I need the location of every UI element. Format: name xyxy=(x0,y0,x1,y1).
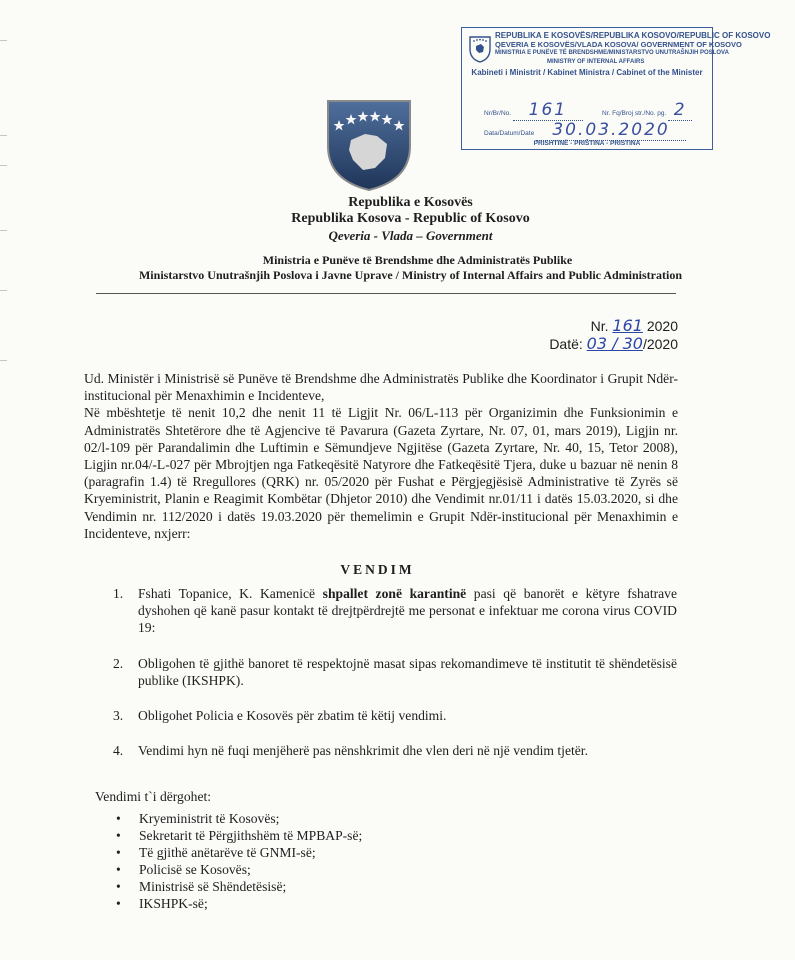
stamp-date-value: 30.03.2020 xyxy=(552,120,670,140)
stamp-nr-label: Nr/Br/No. xyxy=(484,110,512,117)
stamp-pages-value: 2 xyxy=(673,100,687,120)
decision-number: 4. xyxy=(113,743,124,759)
decision-number: 2. xyxy=(113,655,124,671)
recipient-item xyxy=(114,844,362,861)
stamp-cabinet: Kabineti i Ministrit / Kabinet Ministra / Cabinet of the Minister xyxy=(471,68,703,77)
decision-text-post: pasi që banorët e këtyre fshatrave dyshohen që kanë pasur kontakt të drejtpërdrejtë me personat e infektuar me corona virus COVID 19: xyxy=(138,586,678,636)
header-republic-multilingual: Republika Kosova - Republic of Kosovo xyxy=(291,211,530,226)
decision-text-pre: Vendimi hyn në fuqi menjëherë pas nënshkrimit dhe vlen deri në një vendim tjetër. xyxy=(138,743,588,759)
decision-number: 3. xyxy=(113,708,124,724)
recipient-text: Të gjithë anëtarëve të GNMI-së; xyxy=(139,845,316,860)
preamble-legal-basis: Në mbështetje të nenit 10,2 dhe nenit 11 të Ligjit Nr. 06/L-113 për Organizimin dhe Funksionimin e Administratës Shtetërore dhe të Agjencive të Pavarura (Gazeta Zyrtare, Nr. 07, 01, mars 2019), Ligjin nr. 02/l-109 për Parandalimin dhe Luftimin e Sëmundjeve Ngjitëse (Gazeta Zyrtare, Nr. 40, 15, Tetor 2008), Ligjin nr.04/-L-027 për Mbrojtjen nga Fatkeqësitë Natyrore dhe Fatkeqësitë Tjera, duke u bazuar në nenin 8 (paragrafin 1.4) të Rregullores (QRK) nr. 05/2020 për Fushat e Përgjegjësisë Administrative të Zyrës së Kryeministrit, Planin e Reagimit Kombëtar (Dhjetor 2010) dhe Vendimit nr.01/11 i datës 15.03.2020, si dhe Vendimin nr. 112/2020 i datës 19.03.2020 për themelimin e Grupit Ndër-institucional për Menaxhimin e Incidenteve, nxjerr: xyxy=(84,405,678,541)
bullet-icon: • xyxy=(116,811,121,826)
recipient-text: Kryeministrit të Kosovës; xyxy=(139,811,280,826)
decision-list xyxy=(113,585,677,777)
recipient-text: IKSHPK-së; xyxy=(139,896,208,911)
reference-number xyxy=(591,316,678,335)
stamp-date-row xyxy=(484,120,686,141)
stamp-date-label: Data/Datum/Date xyxy=(484,130,535,137)
decision-number: 1. xyxy=(113,586,124,601)
kosovo-coat-of-arms-icon xyxy=(325,98,413,192)
recipient-item xyxy=(114,878,362,895)
decision-item xyxy=(113,655,677,689)
decision-item xyxy=(113,707,677,724)
recipient-text: Ministrisë së Shëndetësisë; xyxy=(139,879,287,894)
recipients-label: Vendimi t`i dërgohet: xyxy=(95,789,212,804)
bullet-icon: • xyxy=(116,845,121,860)
decision-text-pre: Obligohet Policia e Kosovës për zbatim të këtij vendimi. xyxy=(138,708,447,724)
stamp-line-2: QEVERIA E KOSOVËS/VLADA KOSOVA/ GOVERNMENT OF KOSOVO xyxy=(495,39,742,49)
header-ministry-albanian: Ministria e Punëve të Brendshme dhe Administratës Publike xyxy=(262,253,573,267)
decision-title: VENDIM xyxy=(340,562,415,577)
decision-text-pre: Obligohen të gjithë banoret të respektojnë masat sipas rekomandimeve të institutit të shëndetësisë publike (IKSHPK). xyxy=(138,655,677,688)
recipient-text: Sekretarit të Përgjithshëm të MPBAP-së; xyxy=(139,828,363,843)
stamp-crest-icon xyxy=(468,35,492,63)
reference-number-label: Nr. xyxy=(590,318,609,334)
reference-date-year: /2020 xyxy=(642,336,678,352)
recipient-item xyxy=(114,827,362,844)
reference-number-year: 2020 xyxy=(646,318,678,334)
recipient-list xyxy=(114,810,362,912)
stamp-line-4: MINISTRY OF INTERNAL AFFAIRS xyxy=(547,58,645,65)
stamp-place: PRISHTINË - PRIŠTINA - PRISTINA xyxy=(533,140,641,147)
decision-item xyxy=(113,585,677,637)
registry-stamp xyxy=(461,27,771,150)
reference-date-label: Datë: xyxy=(549,336,583,352)
stamp-line-1: REPUBLIKA E KOSOVËS/REPUBLIKA KOSOVO/REPUBLIC OF KOSOVO xyxy=(495,31,771,40)
decision-text-bold: shpallet zonë karantinë xyxy=(322,586,467,601)
bullet-icon: • xyxy=(116,896,121,911)
bullet-icon: • xyxy=(116,879,121,894)
recipient-text: Policisë se Kosovës; xyxy=(139,862,251,877)
stamp-pages-row xyxy=(602,100,692,121)
bullet-icon: • xyxy=(116,862,121,877)
header-government: Qeveria - Vlada – Government xyxy=(328,228,493,243)
bullet-icon: • xyxy=(116,828,121,843)
recipient-item xyxy=(114,895,362,912)
reference-date-handwritten: 03 / 30 xyxy=(586,334,643,353)
recipient-item xyxy=(114,861,362,878)
preamble-authority: Ud. Ministër i Ministrisë së Punëve të Brendshme dhe Administratës Publike dhe Koordinator i Grupit Ndër-institucional për Menaxhimin e Incidenteve, xyxy=(84,371,678,404)
header-ministry-serbian-english: Ministarstvo Unutrašnjih Poslova i Javne Uprave / Ministry of Internal Affairs and Public Administration xyxy=(138,268,683,282)
header-republic: Republika e Kosovës xyxy=(348,195,473,210)
preamble xyxy=(84,370,678,542)
decision-item xyxy=(113,742,677,759)
decision-text-pre: Fshati Topanice, K. Kamenicë xyxy=(138,586,323,601)
reference-date xyxy=(549,334,678,353)
stamp-pages-label: Nr. Fq/Broj str./No. pg. xyxy=(602,110,667,117)
stamp-line-3: MINISTRIA E PUNËVE TË BRENDSHME/MINISTARSTVO UNUTRAŠNJIH POSLOVA xyxy=(495,50,729,56)
reference-number-handwritten: 161 xyxy=(612,316,643,335)
recipient-item xyxy=(114,810,362,827)
header-divider xyxy=(96,293,676,294)
stamp-nr-value: 161 xyxy=(528,100,568,120)
stamp-number-row xyxy=(484,100,583,121)
